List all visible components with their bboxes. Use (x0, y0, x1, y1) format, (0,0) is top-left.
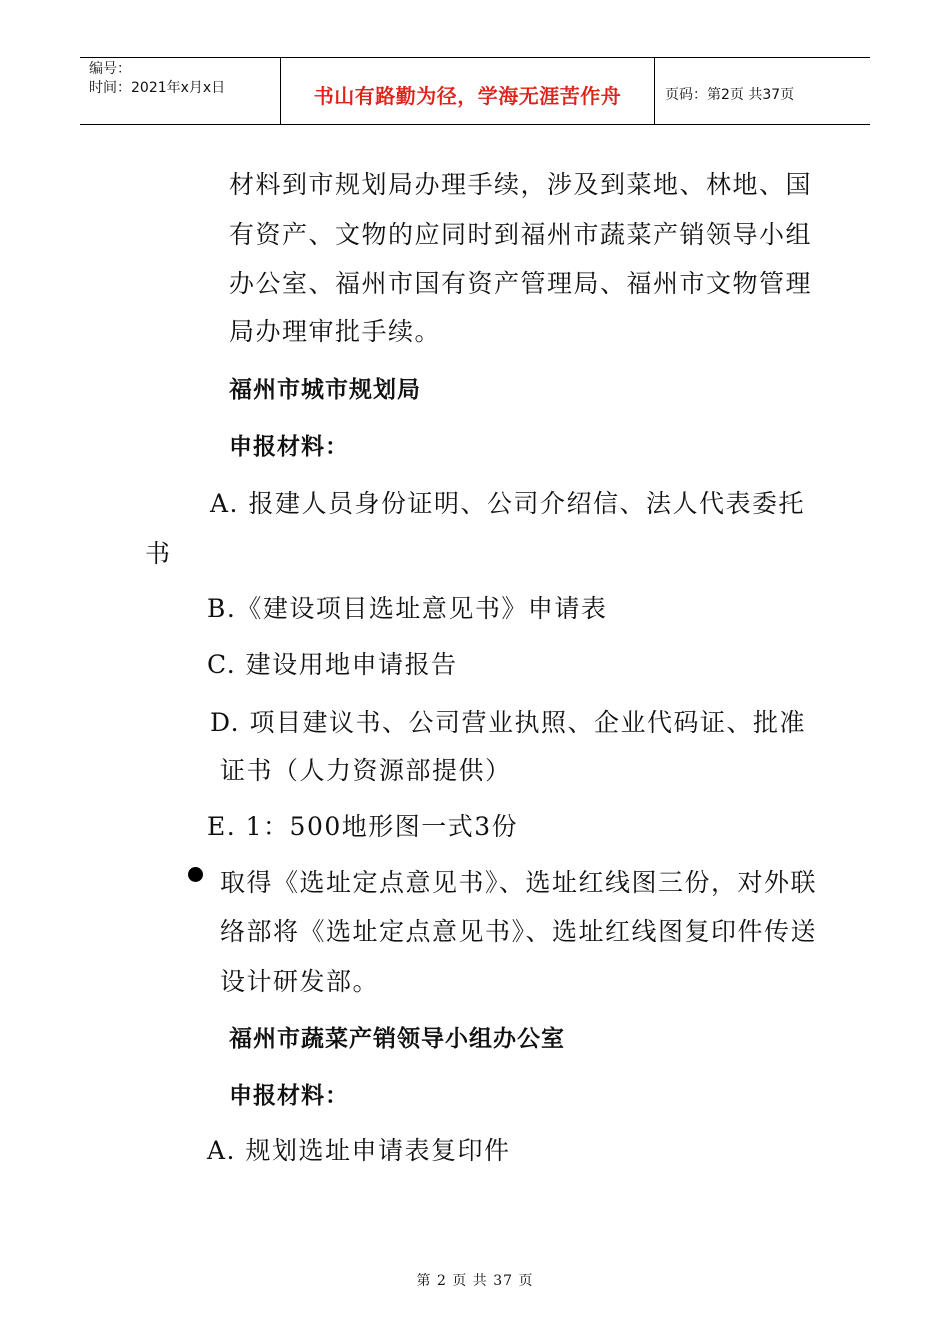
section2-item-a: A. 规划选址申请表复印件 (207, 1136, 511, 1165)
document-time-label: 时间：2021年x月x日 (89, 80, 226, 96)
header-motto-cell (281, 58, 655, 124)
bullet-line-3: 设计研发部。 (220, 967, 380, 996)
document-number-label: 编号： (89, 61, 131, 77)
page-header (80, 57, 870, 125)
section1-item-a-line2: 书 (145, 539, 172, 568)
bullet-line-1: 取得《选址定点意见书》、选址红线图三份，对外联 (220, 868, 818, 897)
section1-item-e: E. 1：500地形图一式3份 (207, 812, 519, 841)
page-footer: 第 2 页 共 37 页 (416, 1273, 534, 1289)
intro-line-2: 有资产、文物的应同时到福州市蔬菜产销领导小组 (229, 220, 813, 249)
section1-item-b: B.《建设项目选址意见书》申请表 (207, 594, 608, 623)
section1-item-d-line2: 证书（人力资源部提供） (220, 756, 512, 785)
section2-materials-label: 申报材料： (229, 1083, 349, 1109)
header-page-info: 页码：第2页 共37页 (665, 87, 795, 103)
section1-title: 福州市城市规划局 (229, 377, 421, 403)
section1-item-d-line1: D. 项目建议书、公司营业执照、企业代码证、批准 (210, 708, 807, 737)
section2-title: 福州市蔬菜产销领导小组办公室 (229, 1026, 565, 1052)
section1-materials-label: 申报材料： (229, 434, 349, 460)
header-motto: 书山有路勤为径，学海无涯苦作舟 (313, 84, 622, 108)
header-page-cell (655, 58, 870, 124)
bullet-dot-icon (188, 867, 203, 882)
header-meta-cell (80, 58, 281, 124)
intro-line-3: 办公室、福州市国有资产管理局、福州市文物管理 (229, 269, 813, 298)
section1-item-c: C. 建设用地申请报告 (207, 650, 458, 679)
intro-line-1: 材料到市规划局办理手续，涉及到菜地、林地、国 (229, 170, 813, 199)
section1-item-a-line1: A. 报建人员身份证明、公司介绍信、法人代表委托 (210, 489, 805, 518)
bullet-line-2: 络部将《选址定点意见书》、选址红线图复印件传送 (220, 917, 818, 946)
intro-line-4: 局办理审批手续。 (229, 317, 442, 346)
